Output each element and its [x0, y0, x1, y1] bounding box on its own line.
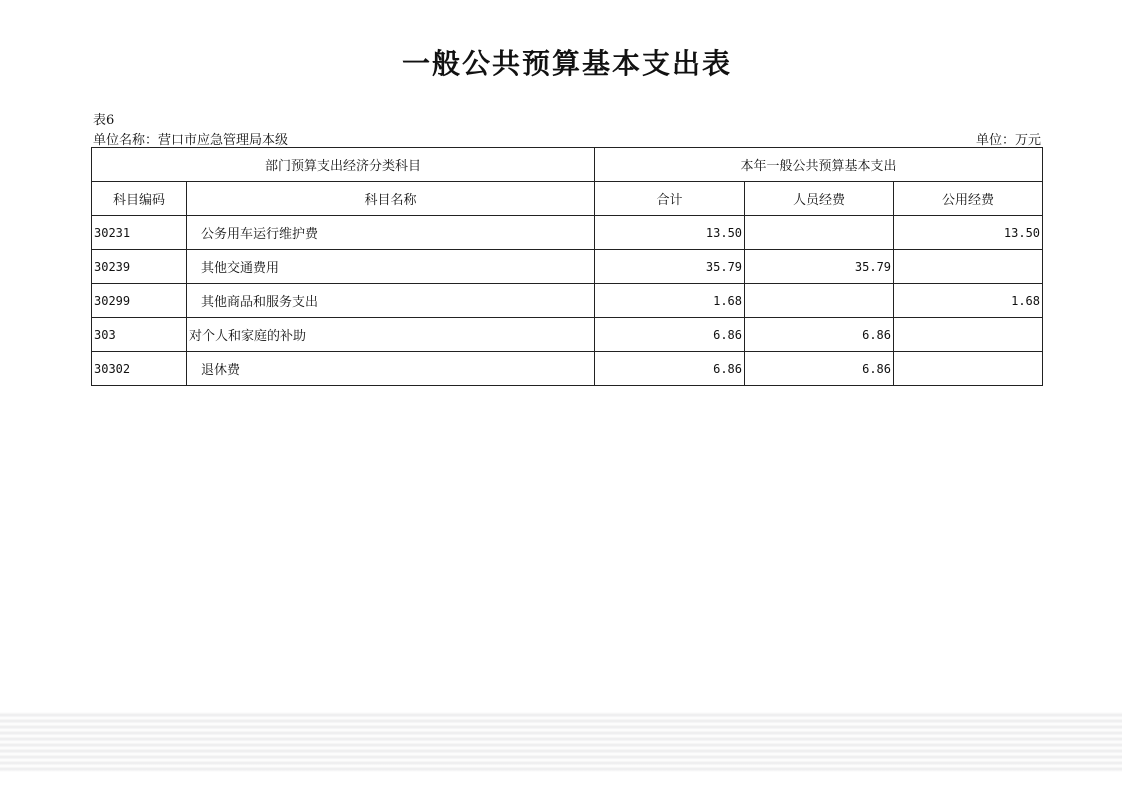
cell-public — [894, 318, 1043, 352]
cell-personnel — [745, 284, 894, 318]
column-header-public: 公用经费 — [894, 182, 1043, 216]
cell-total: 35.79 — [595, 250, 745, 284]
table-row — [92, 250, 1043, 284]
cell-code: 30239 — [92, 250, 187, 284]
column-header-code: 科目编码 — [92, 182, 187, 216]
cell-code: 30302 — [92, 352, 187, 386]
table-row — [92, 284, 1043, 318]
cell-code: 30299 — [92, 284, 187, 318]
cell-total: 13.50 — [595, 216, 745, 250]
cell-name: 退休费 — [187, 352, 595, 386]
cell-total: 6.86 — [595, 318, 745, 352]
cell-public — [894, 352, 1043, 386]
cell-public: 1.68 — [894, 284, 1043, 318]
cell-personnel: 6.86 — [745, 318, 894, 352]
cell-personnel — [745, 216, 894, 250]
cell-name: 其他商品和服务支出 — [187, 284, 595, 318]
group-header-row — [92, 148, 1043, 182]
table-row — [92, 216, 1043, 250]
page-title: 一般公共预算基本支出表 — [401, 47, 732, 80]
column-header-row — [92, 182, 1043, 216]
currency-unit: 单位：万元 — [975, 133, 1041, 148]
scan-artifact — [0, 712, 1122, 772]
cell-personnel: 35.79 — [745, 250, 894, 284]
budget-expenditure-table — [91, 147, 1043, 386]
cell-name: 其他交通费用 — [187, 250, 595, 284]
column-header-personnel: 人员经费 — [745, 182, 894, 216]
group-header-economic-classification: 部门预算支出经济分类科目 — [92, 148, 595, 182]
cell-code: 303 — [92, 318, 187, 352]
cell-total: 1.68 — [595, 284, 745, 318]
column-header-name: 科目名称 — [187, 182, 595, 216]
cell-total: 6.86 — [595, 352, 745, 386]
cell-public: 13.50 — [894, 216, 1043, 250]
column-header-total: 合计 — [595, 182, 745, 216]
unit-info-line — [93, 129, 1041, 148]
cell-name: 公务用车运行维护费 — [187, 216, 595, 250]
unit-name: 单位名称：营口市应急管理局本级 — [93, 133, 289, 148]
group-header-basic-expenditure: 本年一般公共预算基本支出 — [595, 148, 1043, 182]
table-row — [92, 352, 1043, 386]
cell-name: 对个人和家庭的补助 — [187, 318, 595, 352]
table-number: 表6 — [93, 113, 115, 128]
cell-personnel: 6.86 — [745, 352, 894, 386]
table-row — [92, 318, 1043, 352]
cell-public — [894, 250, 1043, 284]
cell-code: 30231 — [92, 216, 187, 250]
